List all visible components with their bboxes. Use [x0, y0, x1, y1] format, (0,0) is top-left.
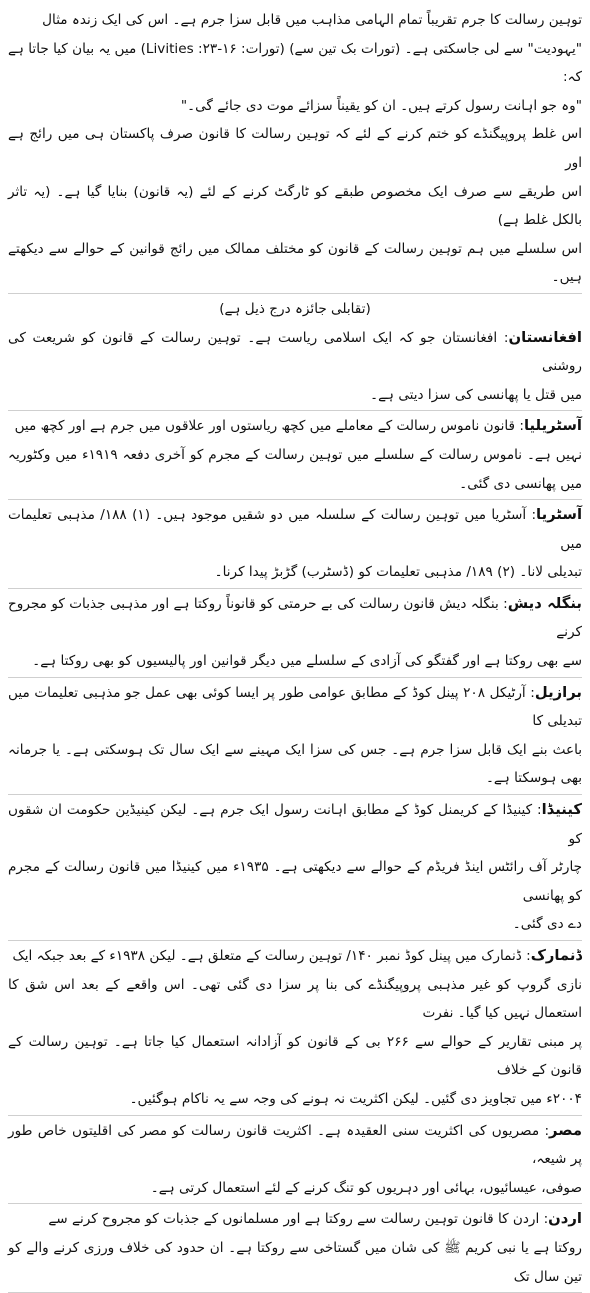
country-heading: کینیڈا [541, 801, 582, 819]
divider [8, 1115, 582, 1116]
text-run: : قانون ناموس رسالت کے معاملے میں کچھ ریاستوں اور علاقوں میں جرم ہے اور کچھ میں [14, 418, 524, 435]
country-heading: افغانستان [508, 328, 582, 346]
section-heading [8, 295, 582, 324]
country-section [8, 590, 582, 676]
text-line: توہین رسالت کا جرم تقریباً تمام الہامی مذاہب میں قابل سزا جرم ہے۔ اس کی ایک زندہ مثال [42, 12, 582, 28]
text-line [8, 590, 582, 647]
text-run: : آسٹریا میں توہین رسالت کے سلسلہ میں دو شقیں موجود ہیں۔ (۱) ۱۸۸/ مذہبی تعلیمات میں [8, 507, 582, 552]
text-line: دے دی گئی۔ [512, 916, 582, 933]
text-line: روکتا ہے یا نبی کریم ﷺ کی شان میں گستاخی سے روکتا ہے۔ ان حدود کی خلاف ورزی کرنے والے کو تین سال تک [8, 1239, 582, 1285]
divider [8, 410, 582, 411]
divider [8, 677, 582, 678]
text-line: باعث بنے ایک قابل سزا جرم ہے۔ جس کی سزا ایک مہینے سے ایک سال تک ہوسکتی ہے۔ یا جرمانہ بھی ہوسکتا ہے۔ [8, 741, 582, 787]
text-paragraph [8, 120, 582, 292]
text-run: : مصریوں کی اکثریت سنی العقیدہ ہے۔ اکثریت قانون رسالت کو مصر کی اقلیتوں خاص طور پر شیعہ، [8, 1122, 582, 1168]
text-run: : بنگلہ دیش قانون رسالت کی بے حرمتی کو قانوناً روکتا ہے اور مذہبی جذبات کو مجروح کرنے [8, 595, 582, 641]
country-section [8, 412, 582, 498]
text-line [8, 412, 582, 441]
country-heading: اردن [548, 1210, 582, 1228]
text-line: نازی گروپ کو غیر مذہبی پروپیگنڈے کی بنا پر سزا دی گئی تھی۔ اس واقعے کے بعد اس شق کا استعمال نہیں کیا گیا۔ نفرت [8, 976, 582, 1022]
text-line [8, 1205, 582, 1234]
text-line: پر مبنی تقاریر کے حوالے سے ۲۶۶ بی کے قانون کو آزادانہ استعمال کیا جاتا ہے۔ توہین رسالت کے قانون کے خلاف [8, 1033, 582, 1079]
text-run: : افغانستان جو کہ ایک اسلامی ریاست ہے۔ توہین رسالت کے قانون کو شریعت کی روشنی [8, 329, 582, 375]
text-line: "یہودیت" سے لی جاسکتی ہے۔ (تورات بک تین سے) (تورات: ۱۶-۲۳: Livities) میں یہ بیان کیا جاتا ہے کہ: [8, 40, 583, 86]
text-line: چارٹر آف رائٹس اینڈ فریڈم کے حوالے سے دیکھتی ہے۔ ۱۹۳۵ء میں کینیڈا میں قانون رسالت کے مجرم کو پھانسی [8, 859, 582, 904]
country-heading: مصر [549, 1121, 582, 1139]
text-line: اس سلسلے میں ہم توہین رسالت کے قانون کو مختلف ممالک میں رائج قوانین کے حوالے سے دیکھتے ہیں۔ [8, 240, 582, 286]
country-heading: آسٹریلیا [523, 417, 582, 435]
country-section [8, 796, 582, 939]
text-line: صوفی، عیسائیوں، بہائی اور دہریوں کو تنگ کرنے کے لئے استعمال کرتی ہے۔ [150, 1179, 582, 1196]
country-heading: ڈنمارک [530, 947, 582, 964]
country-section [8, 501, 582, 587]
divider [8, 588, 582, 589]
text-line [8, 796, 582, 853]
country-section [8, 324, 582, 410]
divider [8, 293, 582, 294]
text-line: اس طریقے سے صرف ایک مخصوص طبقے کو ٹارگٹ کرنے کے لئے (یہ قانون) بنایا گیا ہے۔ (یہ تاثر بالکل غلط ہے) [8, 183, 582, 229]
text-line: تبدیلی لانا۔ (۲) ۱۸۹/ مذہبی تعلیمات کو (ڈسٹرب) گڑبڑ پیدا کرنا۔ [214, 564, 582, 581]
text-run: : ڈنمارک میں پینل کوڈ نمبر ۱۴۰/ توہین رسالت کے متعلق ہے۔ لیکن ۱۹۳۸ء کے بعد جبکہ ایک [12, 948, 531, 964]
country-heading: آسٹریا [536, 506, 583, 524]
text-run: : آرٹیکل ۲۰۸ پینل کوڈ کے مطابق عوامی طور پر ایسا کوئی بھی عمل جو مذہبی تعلیمات میں تبدیلی کا [8, 684, 582, 730]
text-line: اس غلط پروپیگنڈے کو ختم کرنے کے لئے کہ توہین رسالت کا قانون صرف پاکستان ہی میں رائج ہے اور [8, 126, 582, 171]
text-line [8, 324, 582, 381]
country-heading: برازیل [534, 683, 582, 701]
country-section [8, 679, 582, 793]
country-section [8, 1117, 582, 1203]
divider [8, 794, 582, 795]
text-line: سے بھی روکتا ہے اور گفتگو کی آزادی کے سلسلے میں دیگر قوانین اور پالیسیوں کو بھی روکتا ہے۔ [32, 653, 582, 670]
text-line: "وہ جو اہانت رسول کرتے ہیں۔ ان کو یقیناً سزائے موت دی جائے گی۔" [180, 97, 582, 114]
country-heading: بنگلہ دیش [507, 594, 582, 612]
text-line: ۲۰۰۴ء میں تجاویز دی گئیں۔ لیکن اکثریت نہ ہونے کی وجہ سے یہ ناکام ہوگئیں۔ [129, 1090, 582, 1107]
text-line [8, 501, 582, 558]
text-line [8, 1117, 582, 1174]
country-section [8, 942, 582, 1114]
text-run: : اردن کا قانون توہین رسالت سے روکتا ہے اور مسلمانوں کے جذبات کو مجروح کرنے سے [48, 1211, 549, 1228]
country-section [8, 1205, 582, 1291]
text-paragraph [8, 6, 582, 120]
text-line: میں قتل یا پھانسی کی سزا دیتی ہے۔ [370, 386, 582, 403]
text-run: : کینیڈا کے کریمنل کوڈ کے مطابق اہانت رسول ایک جرم ہے۔ لیکن کینیڈین حکومت ان شقوں کو [8, 802, 582, 847]
text-line [8, 942, 582, 971]
divider [8, 1203, 582, 1204]
divider [8, 940, 582, 941]
text-line: (تقابلی جائزہ درج ذیل ہے) [219, 300, 371, 317]
text-line [8, 679, 582, 736]
divider [8, 499, 582, 500]
text-line: نہیں ہے۔ ناموس رسالت کے سلسلے میں توہین رسالت کے مجرم کو آخری دفعہ ۱۹۱۹ء میں وکٹوریہ میں پھانسی دی گئی۔ [8, 446, 582, 492]
